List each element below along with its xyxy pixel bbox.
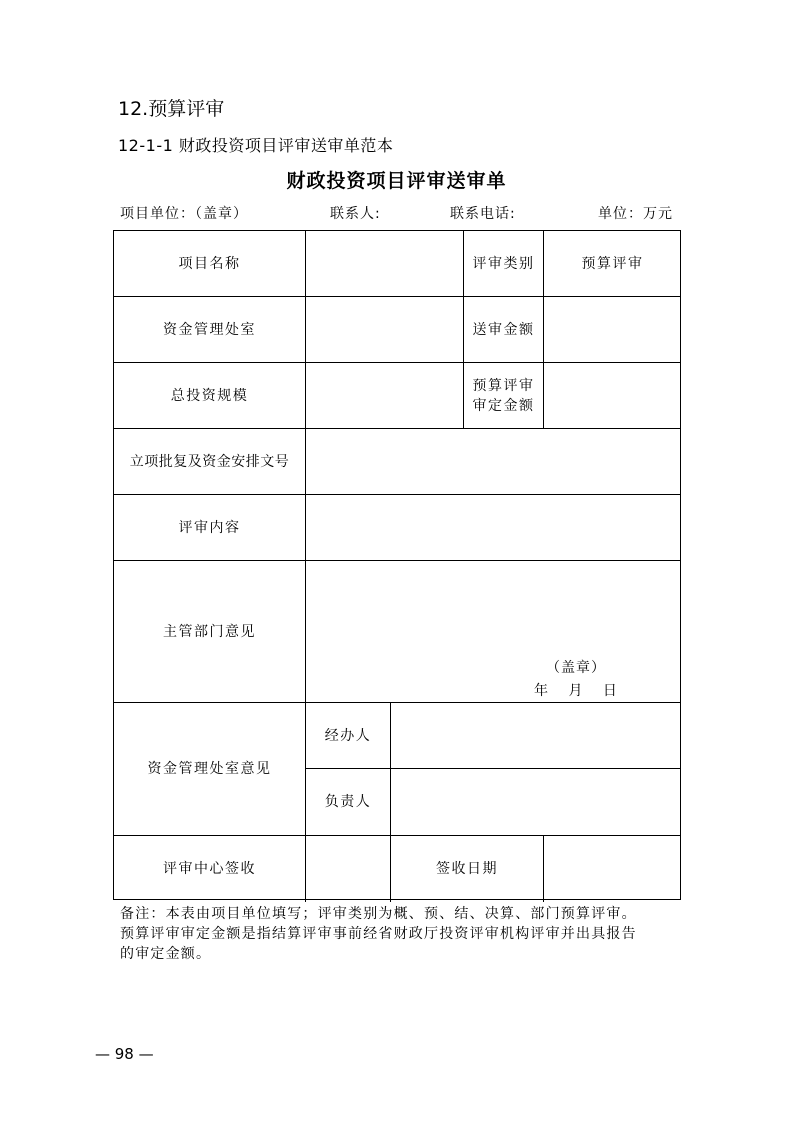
review-content-label: 评审内容 — [114, 495, 306, 561]
approved-amount-label-line1: 预算评审 — [472, 377, 535, 394]
fund-dept-label: 资金管理处室 — [114, 297, 306, 363]
header-phone: 联系电话: — [450, 206, 516, 222]
section-heading: 12.预算评审 — [118, 98, 225, 120]
handler-label: 经办人 — [306, 703, 391, 769]
dept-opinion-field[interactable] — [306, 561, 681, 703]
fund-dept-field[interactable] — [306, 297, 464, 363]
review-type-value: 预算评审 — [544, 231, 681, 297]
handler-field[interactable] — [391, 703, 681, 769]
approved-amount-label — [464, 363, 544, 429]
header-unit: 项目单位：（盖章） — [120, 206, 248, 222]
total-investment-field[interactable] — [306, 363, 464, 429]
review-center-sign-field[interactable] — [306, 836, 391, 902]
responsible-field[interactable] — [391, 769, 681, 836]
dept-opinion-label: 主管部门意见 — [114, 561, 306, 703]
note-line: 预算评审审定金额是指结算评审事前经省财政厅投资评审机构评审并出具报告 — [120, 926, 637, 942]
submitted-amount-label: 送审金额 — [464, 297, 544, 363]
approval-doc-label: 立项批复及资金安排文号 — [114, 429, 306, 495]
approval-doc-field[interactable] — [306, 429, 681, 495]
sub-heading: 12-1-1 财政投资项目评审送审单范本 — [118, 136, 394, 155]
header-money-unit: 单位：万元 — [598, 206, 673, 222]
approved-amount-field[interactable] — [544, 363, 681, 429]
review-submission-form — [113, 230, 681, 900]
fund-dept-opinion-label: 资金管理处室意见 — [114, 703, 306, 836]
review-center-sign-label: 评审中心签收 — [114, 836, 306, 902]
review-type-label: 评审类别 — [464, 231, 544, 297]
review-content-field[interactable] — [306, 495, 681, 561]
sign-date-label: 签收日期 — [391, 836, 544, 902]
project-name-field[interactable] — [306, 231, 464, 297]
header-contact: 联系人: — [330, 206, 381, 222]
sign-date-field[interactable] — [544, 836, 681, 902]
project-name-label: 项目名称 — [114, 231, 306, 297]
total-investment-label: 总投资规模 — [114, 363, 306, 429]
note-line: 备注：本表由项目单位填写；评审类别为概、预、结、决算、部门预算评审。 — [120, 906, 637, 922]
note-line: 的审定金额。 — [120, 946, 212, 962]
responsible-label: 负责人 — [306, 769, 391, 836]
date-text: 年 月 日 — [534, 683, 618, 699]
approved-amount-label-line2: 审定金额 — [472, 397, 535, 414]
page-number: — 98 — — [95, 1045, 154, 1063]
seal-text: （盖章） — [546, 660, 606, 676]
submitted-amount-field[interactable] — [544, 297, 681, 363]
form-title: 财政投资项目评审送审单 — [286, 170, 507, 192]
